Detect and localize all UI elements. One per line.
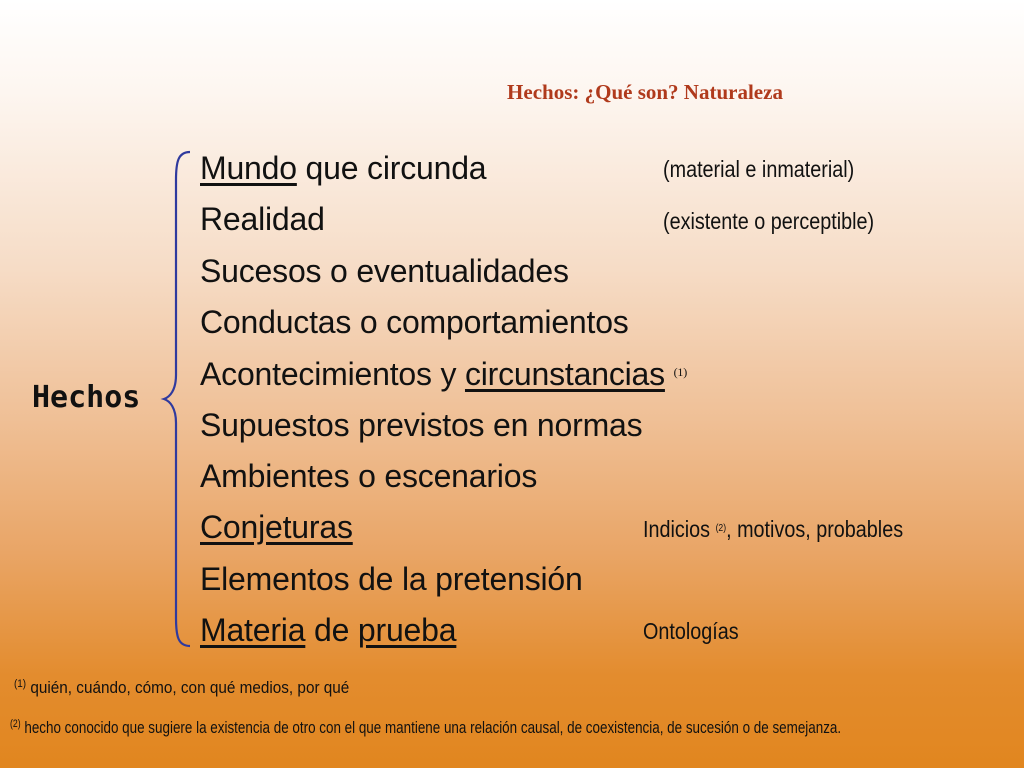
item-mundo-rest: que circunda xyxy=(296,150,487,186)
note-indicios-a: Indicios xyxy=(643,516,716,542)
item-prueba-underlined: prueba xyxy=(357,612,457,648)
note-ontologias: Ontologías xyxy=(643,618,739,644)
item-conjeturas xyxy=(200,509,353,546)
item-ambientes: Ambientes o escenarios xyxy=(200,458,538,494)
item-materia xyxy=(200,612,456,649)
footnote-2-number: (2) xyxy=(10,718,21,730)
footnote-2 xyxy=(10,718,841,738)
hechos-label: Hechos xyxy=(32,380,141,415)
footnote-ref-2: (2) xyxy=(715,523,727,534)
footnote-1-number: (1) xyxy=(14,678,27,690)
item-materia-mid: de xyxy=(305,612,358,648)
item-realidad: Realidad xyxy=(200,201,325,237)
note-material: (material e inmaterial) xyxy=(663,156,855,182)
footnote-ref-1: (1) xyxy=(673,365,688,380)
note-indicios-b: , motivos, probables xyxy=(726,516,904,542)
item-sucesos: Sucesos o eventualidades xyxy=(200,253,569,289)
footnote-1 xyxy=(14,678,349,698)
footnote-2-text: hecho conocido que sugiere la existencia de otro con el que mantiene una relación causal, de coexistencia, de sucesión o de semejanza. xyxy=(20,718,842,737)
item-supuestos: Supuestos previstos en normas xyxy=(200,407,643,443)
item-elementos: Elementos de la pretensión xyxy=(200,561,583,597)
item-materia-underlined: Materia xyxy=(200,612,306,648)
item-circunstancias: circunstancias xyxy=(464,356,665,392)
item-acontecimientos-pre: Acontecimientos y xyxy=(200,356,465,392)
curly-brace xyxy=(160,150,200,650)
item-mundo-underlined: Mundo xyxy=(200,150,297,186)
item-acontecimientos xyxy=(200,356,687,393)
note-existente: (existente o perceptible) xyxy=(663,208,875,234)
item-mundo xyxy=(200,150,486,187)
item-conjeturas-underlined: Conjeturas xyxy=(200,509,353,545)
footnote-1-text: quién, cuándo, cómo, con qué medios, por qué xyxy=(26,678,350,697)
note-indicios xyxy=(643,516,903,543)
slide-title: Hechos: ¿Qué son? Naturaleza xyxy=(507,80,783,104)
item-conductas: Conductas o comportamientos xyxy=(200,304,629,340)
